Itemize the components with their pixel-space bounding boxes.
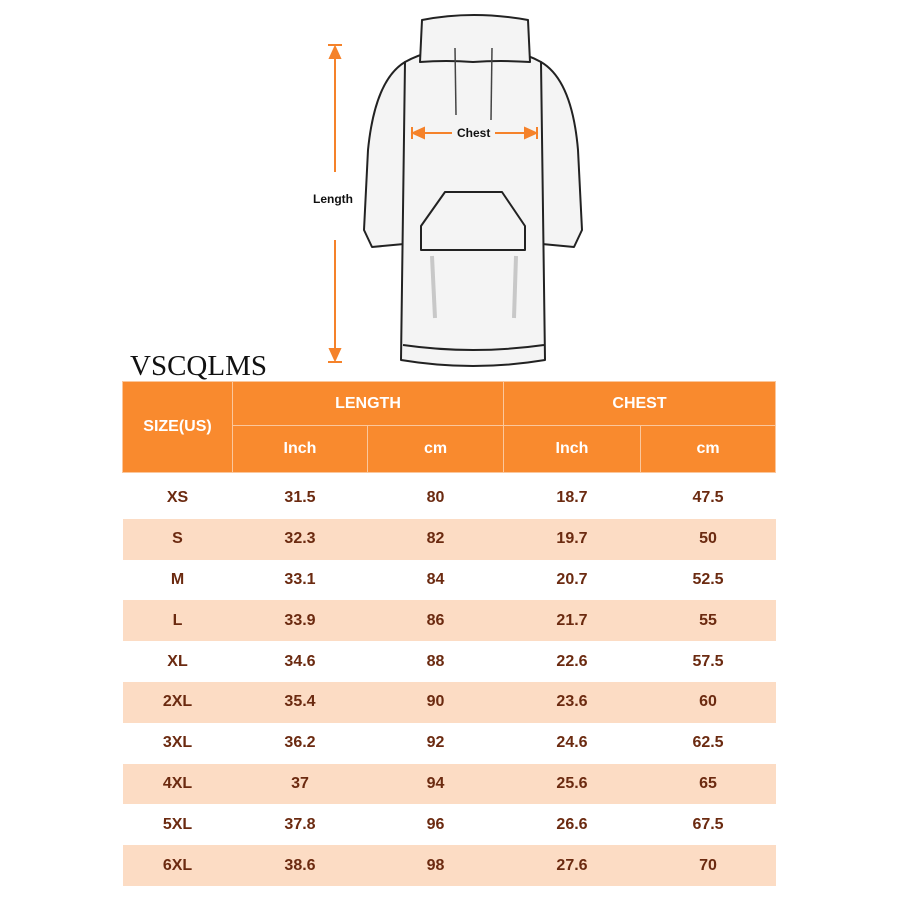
size-cell: L [123, 600, 233, 641]
measurement-cell: 60 [641, 682, 776, 723]
table-row [123, 600, 776, 641]
measurement-cell: 23.6 [504, 682, 641, 723]
size-table [122, 381, 776, 886]
measurement-cell: 50 [641, 519, 776, 560]
chest-header: CHEST [504, 382, 776, 426]
measurement-cell: 35.4 [233, 682, 368, 723]
measurement-cell: 96 [368, 804, 504, 845]
size-cell: XS [123, 473, 233, 519]
size-cell: 3XL [123, 723, 233, 764]
measurement-cell: 80 [368, 473, 504, 519]
measurement-cell: 84 [368, 560, 504, 601]
table-body [123, 473, 776, 886]
measurement-cell: 32.3 [233, 519, 368, 560]
size-cell: XL [123, 641, 233, 682]
table-row [123, 804, 776, 845]
measurement-cell: 86 [368, 600, 504, 641]
measurement-cell: 62.5 [641, 723, 776, 764]
chest-label: Chest [457, 126, 491, 140]
measurement-cell: 92 [368, 723, 504, 764]
measurement-cell: 67.5 [641, 804, 776, 845]
table-row [123, 560, 776, 601]
measurement-cell: 20.7 [504, 560, 641, 601]
measurement-cell: 34.6 [233, 641, 368, 682]
size-cell: 5XL [123, 804, 233, 845]
measurement-cell: 26.6 [504, 804, 641, 845]
right-sleeve [538, 62, 582, 247]
size-header: SIZE(US) [123, 382, 233, 473]
measurement-cell: 33.9 [233, 600, 368, 641]
unit-header: cm [368, 426, 504, 473]
left-sleeve [364, 62, 408, 247]
size-cell: 4XL [123, 764, 233, 805]
measurement-cell: 55 [641, 600, 776, 641]
table-row [123, 764, 776, 805]
measurement-cell: 25.6 [504, 764, 641, 805]
size-cell: M [123, 560, 233, 601]
hood [420, 15, 530, 62]
measurement-cell: 37 [233, 764, 368, 805]
measurement-cell: 65 [641, 764, 776, 805]
size-cell: 2XL [123, 682, 233, 723]
table-row [123, 473, 776, 519]
measurement-cell: 38.6 [233, 845, 368, 886]
measurement-cell: 22.6 [504, 641, 641, 682]
table-row [123, 641, 776, 682]
measurement-cell: 19.7 [504, 519, 641, 560]
measurement-cell: 33.1 [233, 560, 368, 601]
measurement-cell: 88 [368, 641, 504, 682]
length-header: LENGTH [233, 382, 504, 426]
measurement-cell: 18.7 [504, 473, 641, 519]
measurement-cell: 90 [368, 682, 504, 723]
measurement-cell: 31.5 [233, 473, 368, 519]
table-row [123, 845, 776, 886]
table-row [123, 519, 776, 560]
measurement-cell: 82 [368, 519, 504, 560]
measurement-cell: 36.2 [233, 723, 368, 764]
measurement-cell: 57.5 [641, 641, 776, 682]
unit-header: cm [641, 426, 776, 473]
brand-name: VSCQLMS [130, 350, 267, 382]
size-cell: S [123, 519, 233, 560]
measurement-cell: 21.7 [504, 600, 641, 641]
measurement-cell: 24.6 [504, 723, 641, 764]
measurement-cell: 27.6 [504, 845, 641, 886]
hoodie-dress-illustration [0, 0, 900, 380]
unit-header: Inch [233, 426, 368, 473]
size-cell: 6XL [123, 845, 233, 886]
length-label: Length [313, 192, 353, 206]
measurement-cell: 94 [368, 764, 504, 805]
measurement-cell: 37.8 [233, 804, 368, 845]
measurement-cell: 70 [641, 845, 776, 886]
table-row [123, 723, 776, 764]
measurement-cell: 52.5 [641, 560, 776, 601]
measurement-cell: 98 [368, 845, 504, 886]
table-row [123, 682, 776, 723]
measurement-cell: 47.5 [641, 473, 776, 519]
unit-header: Inch [504, 426, 641, 473]
